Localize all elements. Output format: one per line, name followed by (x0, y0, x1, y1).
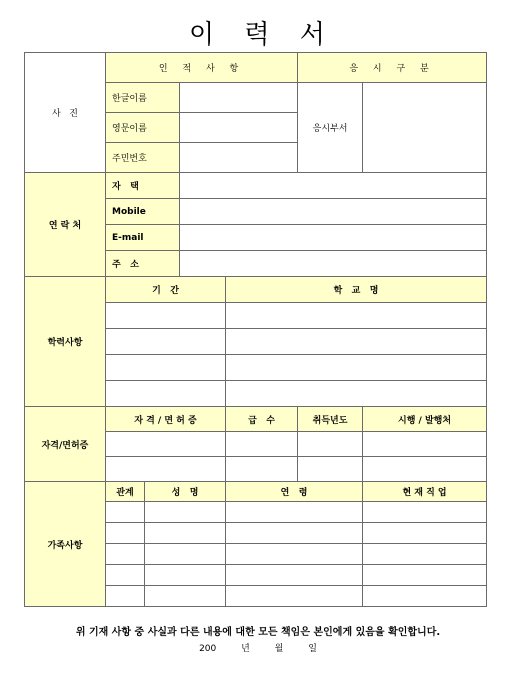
family-relation-cell[interactable] (106, 544, 145, 565)
family-name-cell[interactable] (145, 502, 226, 523)
family-relation-header: 관계 (106, 482, 145, 502)
education-period-cell[interactable] (106, 303, 226, 329)
korean-name-field[interactable] (180, 83, 298, 113)
family-age-cell[interactable] (226, 544, 363, 565)
family-occupation-header: 현 재 직 업 (363, 482, 487, 502)
resume-table (24, 52, 487, 607)
home-phone-field[interactable] (180, 173, 487, 199)
family-name-cell[interactable] (145, 544, 226, 565)
license-name-header: 자 격 / 면 허 증 (106, 407, 226, 432)
family-relation-cell[interactable] (106, 502, 145, 523)
education-school-cell[interactable] (226, 329, 487, 355)
family-relation-cell[interactable] (106, 586, 145, 607)
family-age-cell[interactable] (226, 586, 363, 607)
license-year-cell[interactable] (298, 432, 363, 457)
document-title: 이 력 서 (189, 20, 327, 50)
license-year-cell[interactable] (298, 457, 363, 482)
family-age-header: 연 령 (226, 482, 363, 502)
family-relation-cell[interactable] (106, 523, 145, 544)
family-occupation-cell[interactable] (363, 544, 487, 565)
education-school-cell[interactable] (226, 355, 487, 381)
education-school-cell[interactable] (226, 303, 487, 329)
education-section-label: 학력사항 (25, 277, 106, 407)
resident-number-label: 주민번호 (106, 143, 180, 173)
education-school-header: 학 교 명 (226, 277, 487, 303)
dept-field[interactable] (363, 83, 487, 173)
address-field[interactable] (180, 251, 487, 277)
license-issuer-cell[interactable] (363, 457, 487, 482)
english-name-label: 영문이름 (106, 113, 180, 143)
family-name-cell[interactable] (145, 565, 226, 586)
family-name-cell[interactable] (145, 523, 226, 544)
korean-name-label: 한글이름 (106, 83, 180, 113)
family-occupation-cell[interactable] (363, 586, 487, 607)
resident-number-field[interactable] (180, 143, 298, 173)
family-occupation-cell[interactable] (363, 523, 487, 544)
education-period-cell[interactable] (106, 355, 226, 381)
family-name-cell[interactable] (145, 586, 226, 607)
photo-cell[interactable] (25, 53, 106, 173)
family-occupation-cell[interactable] (363, 565, 487, 586)
family-age-cell[interactable] (226, 523, 363, 544)
mobile-field[interactable] (180, 199, 487, 225)
address-label: 주 소 (106, 251, 180, 277)
license-name-cell[interactable] (106, 432, 226, 457)
photo-label: 사 진 (52, 109, 78, 119)
email-field[interactable] (180, 225, 487, 251)
license-issuer-cell[interactable] (363, 432, 487, 457)
family-name-header: 성 명 (145, 482, 226, 502)
education-period-header: 기 간 (106, 277, 226, 303)
home-phone-label: 자 택 (106, 173, 180, 199)
education-period-cell[interactable] (106, 381, 226, 407)
personal-info-header: 인 적 사 항 (106, 53, 298, 83)
contact-section-label: 연 락 처 (25, 173, 106, 277)
license-year-header: 취득년도 (298, 407, 363, 432)
license-grade-cell[interactable] (226, 457, 298, 482)
education-period-cell[interactable] (106, 329, 226, 355)
english-name-field[interactable] (180, 113, 298, 143)
confirmation-statement: 위 기재 사항 중 사실과 다른 내용에 대한 모든 책임은 본인에게 있음을 확인합니다. (75, 627, 441, 638)
license-section-label: 자격/면허증 (25, 407, 106, 482)
family-relation-cell[interactable] (106, 565, 145, 586)
license-issuer-header: 시행 / 발행처 (363, 407, 487, 432)
date-line: 200 년 월 일 (199, 644, 317, 654)
family-occupation-cell[interactable] (363, 502, 487, 523)
family-section-label: 가족사항 (25, 482, 106, 607)
education-school-cell[interactable] (226, 381, 487, 407)
application-header: 응 시 구 분 (298, 53, 487, 83)
dept-label: 응시부서 (298, 83, 363, 173)
family-age-cell[interactable] (226, 502, 363, 523)
license-grade-header: 급 수 (226, 407, 298, 432)
email-label: E-mail (106, 225, 180, 251)
mobile-label: Mobile (106, 199, 180, 225)
license-grade-cell[interactable] (226, 432, 298, 457)
license-name-cell[interactable] (106, 457, 226, 482)
family-age-cell[interactable] (226, 565, 363, 586)
